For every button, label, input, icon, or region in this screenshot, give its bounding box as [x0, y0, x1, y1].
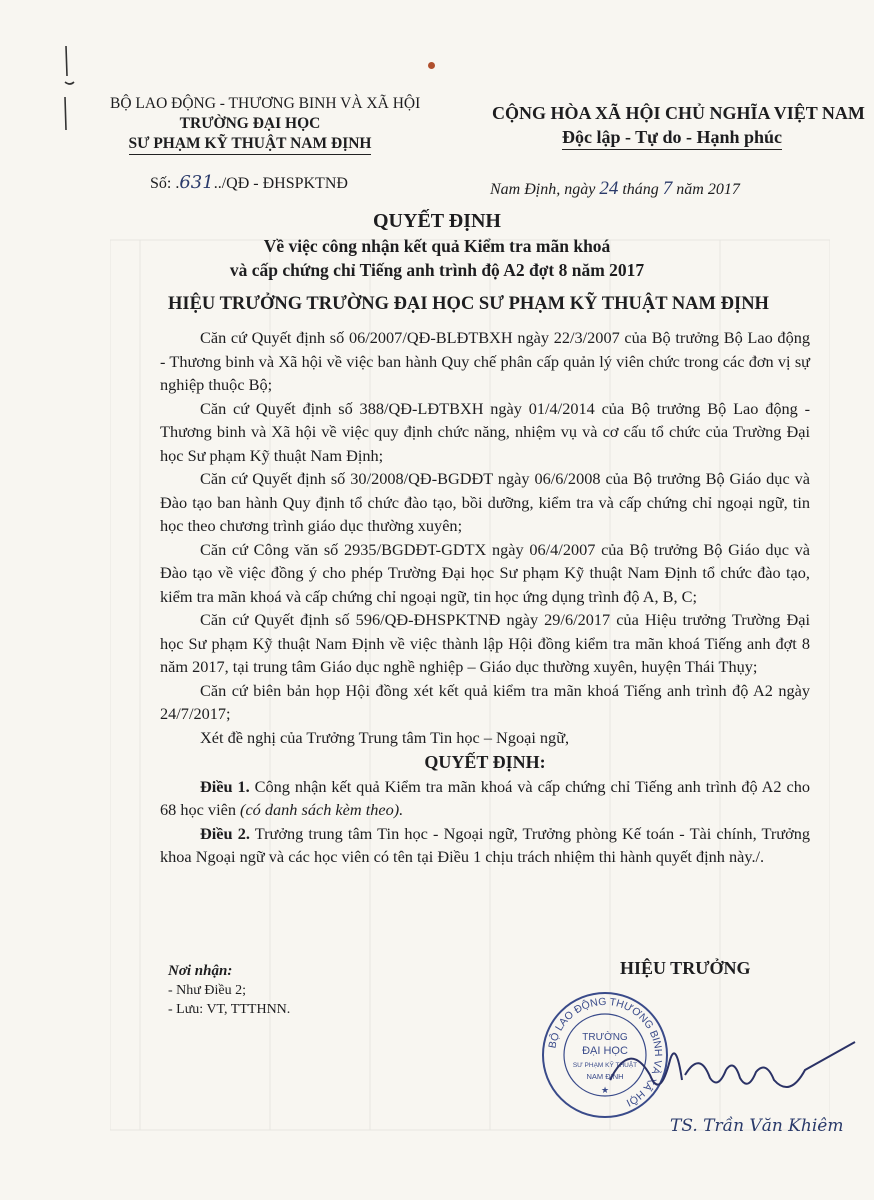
recipient-1: - Như Điều 2;: [168, 983, 246, 998]
signer-name: TS. Trần Văn Khiêm: [670, 1116, 844, 1136]
article-1: [160, 775, 810, 822]
date-month-label: tháng: [622, 181, 659, 198]
basis-paragraph-3: Căn cứ Quyết định số 30/2008/QĐ-BGDĐT ngày 06/6/2008 của Bộ trưởng Bộ Giáo dục và Đào tạo ban hành Quy định tổ chức đào tạo, bồi dưỡng, kiểm tra và cấp chứng chỉ ngoại ngữ, tin học theo chương trình giáo dục thường xuyên;: [160, 469, 810, 535]
authority-heading: HIỆU TRƯỞNG TRƯỜNG ĐẠI HỌC SƯ PHẠM KỸ THUẬT NAM ĐỊNH: [168, 294, 769, 314]
date-year: năm 2017: [676, 181, 740, 198]
basis-paragraph-2: Căn cứ Quyết định số 388/QĐ-LĐTBXH ngày 01/4/2014 của Bộ trưởng Bộ Lao động - Thương binh và Xã hội về việc quy định chức năng, nhiệm vụ và cơ cấu tổ chức của Trường Đại học Sư phạm Kỹ thuật Nam Định;: [160, 398, 810, 465]
number-prefix: Số: .: [150, 175, 180, 192]
article-2-text: Trưởng trung tâm Tin học - Ngoại ngữ, Trưởng phòng Kế toán - Tài chính, Trưởng khoa Ngoại ngữ và các học viên có tên tại Điều 1 chịu trách nhiệm thi hành quyết định này./.: [160, 823, 810, 866]
issuer-block: [110, 94, 421, 155]
seal-ring-text: BỘ LAO ĐỘNG THƯƠNG BINH VÀ XÃ HỘI: [546, 995, 665, 1109]
seal-star-icon: ★: [600, 1085, 610, 1095]
school-name-line2: [110, 134, 390, 155]
issue-date: [490, 178, 740, 200]
seal-line-4: NAM ĐỊNH: [586, 1072, 624, 1081]
document-subtitle-2: và cấp chứng chỉ Tiếng anh trình độ A2 đợt 8 năm 2017: [229, 260, 645, 280]
basis-paragraph-1: Căn cứ Quyết định số 06/2007/QĐ-BLĐTBXH ngày 22/3/2007 của Bộ trưởng Bộ Lao động - Thương binh và Xã hội về việc ban hành Quy chế phân cấp quản lý viên chức trong các đơn vị sự nghiệp thuộc Bộ;: [160, 328, 810, 394]
recipients-label: Nơi nhận:: [168, 963, 233, 979]
basis-paragraph-5: Căn cứ Quyết định số 596/QĐ-ĐHSPKTNĐ ngày 29/6/2017 của Hiệu trưởng Trường Đại học Sư phạm Kỹ thuật Nam Định về việc thành lập Hội đồng kiểm tra mãn khoá Tiếng anh đợt 8 năm 2017, tại trung tâm Giáo dục nghề nghiệp – Giáo dục thường xuyên, huyện Thái Thụy;: [160, 610, 810, 676]
basis-paragraph-4: Căn cứ Công văn số 2935/BGDĐT-GDTX ngày 06/4/2007 của Bộ trưởng Bộ Giáo dục và Đào tạo về việc đồng ý cho phép Trường Đại học Sư phạm Kỹ thuật Nam Định tổ chức đào tạo, kiểm tra mãn khoá và cấp chứng chỉ ngoại ngữ, tin học ứng dụng trình độ A, B, C;: [160, 539, 810, 606]
margin-hand-mark: [62, 42, 82, 132]
document-subtitle-1: Về việc công nhận kết quả Kiểm tra mãn khoá: [263, 236, 611, 256]
proposal-paragraph: Xét đề nghị của Trưởng Trung tâm Tin học – Ngoại ngữ,: [200, 727, 570, 747]
ink-dot: [428, 62, 435, 69]
recipients-block: [168, 962, 290, 1019]
basis-paragraph-6: Căn cứ biên bản họp Hội đồng xét kết quả kiểm tra mãn khoá Tiếng anh trình độ A2 ngày 24/7/2017;: [160, 680, 810, 723]
seal-line-1: TRƯỜNG: [582, 1032, 628, 1043]
date-prefix: Nam Định, ngày: [490, 181, 596, 198]
date-month: 7: [662, 178, 673, 199]
date-day: 24: [599, 178, 619, 199]
decide-heading: QUYẾT ĐỊNH:: [424, 752, 546, 772]
motto-line: [492, 125, 852, 150]
document-body: [160, 326, 810, 869]
school-name-line1: TRƯỜNG ĐẠI HỌC: [179, 115, 321, 132]
national-title-block: [492, 101, 865, 150]
country-name: CỘNG HÒA XÃ HỘI CHỦ NGHĨA VIỆT NAM: [492, 103, 865, 123]
article-1-label: Điều 1.: [200, 776, 250, 796]
recipient-2: - Lưu: VT, TTTHNN.: [168, 1002, 291, 1017]
motto: Độc lập - Tự do - Hạnh phúc: [562, 125, 782, 150]
document-title: QUYẾT ĐỊNH: [373, 210, 501, 232]
number-suffix: ../QĐ - ĐHSPKTNĐ: [213, 175, 348, 192]
article-1-text: Công nhận kết quả Kiểm tra mãn khoá và cấp chứng chỉ Tiếng anh trình độ A2 cho 68 học viên: [160, 776, 811, 819]
article-2: [160, 822, 810, 869]
ministry-name: BỘ LAO ĐỘNG - THƯƠNG BINH VÀ XÃ HỘI: [110, 95, 421, 112]
number-handwritten: 631: [179, 172, 214, 193]
article-2-label: Điều 2.: [200, 823, 250, 843]
signer-title: HIỆU TRƯỞNG: [620, 958, 751, 978]
school-name-text: SƯ PHẠM KỸ THUẬT NAM ĐỊNH: [129, 134, 372, 155]
seal-line-2: ĐẠI HỌC: [582, 1045, 628, 1057]
seal-line-3: SƯ PHẠM KỸ THUẬT: [572, 1062, 638, 1069]
decision-number: [150, 172, 348, 193]
article-1-note: (có danh sách kèm theo).: [240, 800, 404, 819]
handwritten-signature: [590, 1020, 860, 1120]
